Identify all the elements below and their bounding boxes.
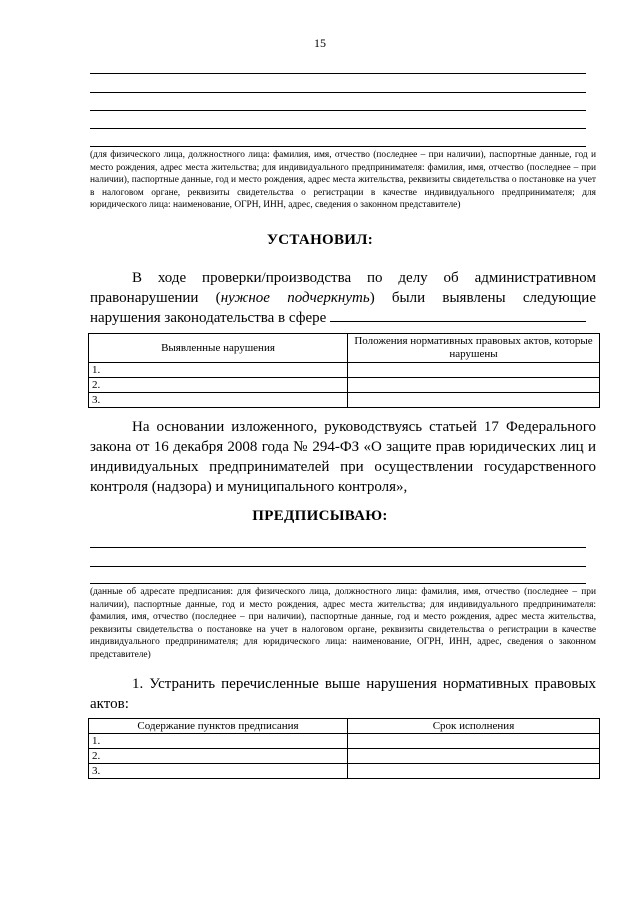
prescription-header-1: Содержание пунктов предписания [89, 719, 348, 734]
item-1-line-1: 1. Устранить перечисленные выше нарушения нормативных правовых [132, 676, 596, 692]
established-emphasis: нужное подчеркнуть [220, 290, 370, 306]
basis-line-1: На основании изложенного, руководствуясь статьей 17 Федерального [132, 419, 596, 435]
prescription-row-num: 2. [89, 749, 348, 764]
violations-row-num: 3. [89, 393, 348, 408]
violations-row-num: 2. [89, 378, 348, 393]
fill-line [90, 566, 586, 567]
addressee-note: (данные об адресате предписания: для физического лица, должностного лица: фамилия, имя, отчество (последнее – при наличии), паспортные данные, год и место рождения, адрес места жительства; для индивидуального предпринимателя: фамилия, имя, отчество (последнее – при наличии), паспортные данные, год и место рождения, адрес места жительства, реквизиты свидетельства о постановке на учет в налоговом органе, реквизиты свидетельства о регистрации в качестве индивидуального предпринимателя; для юридического лица: наименование, ОГРН, ИНН, адрес, сведения о законном представителе) [90, 587, 596, 660]
table-row [89, 749, 600, 764]
table-row [89, 378, 600, 393]
fill-line [90, 146, 586, 147]
established-line-2 [90, 288, 596, 308]
fill-line [90, 110, 586, 111]
table-cell [348, 734, 600, 749]
established-line-1: В ходе проверки/производства по делу об административном [132, 270, 596, 286]
sphere-label: нарушения законодательства в сфере [90, 310, 327, 326]
table-cell [348, 764, 600, 779]
prescription-row-num: 1. [89, 734, 348, 749]
basis-line-3: индивидуальных предпринимателей при осуществлении государственного [90, 459, 596, 475]
established-paragraph [90, 268, 596, 328]
table-cell [348, 378, 600, 393]
violations-header-2: Положения нормативных правовых актов, которые нарушены [348, 334, 600, 363]
violations-header-1: Выявленные нарушения [89, 334, 348, 363]
fill-line [90, 73, 586, 74]
violations-table [88, 333, 600, 408]
fill-line [90, 128, 586, 129]
violations-row-num: 1. [89, 363, 348, 378]
established-line-2b: ) были выявлены следующие [369, 290, 596, 306]
table-cell [348, 393, 600, 408]
heading-prescribe: ПРЕДПИСЫВАЮ: [252, 508, 388, 524]
item-1-paragraph [90, 674, 596, 714]
fill-line [90, 92, 586, 93]
table-row [89, 764, 600, 779]
fill-line [90, 547, 586, 548]
table-row [89, 363, 600, 378]
established-line-3 [90, 308, 596, 328]
sphere-blank [330, 309, 586, 322]
fill-line [90, 583, 586, 584]
basis-line-2: закона от 16 декабря 2008 года № 294-ФЗ «О защите прав юридических лиц и [90, 439, 596, 455]
prescription-row-num: 3. [89, 764, 348, 779]
heading-established: УСТАНОВИЛ: [266, 232, 374, 248]
established-line-2a: правонарушении ( [90, 290, 221, 306]
prescription-header-2: Срок исполнения [348, 719, 600, 734]
prescription-table [88, 718, 600, 779]
table-row [89, 393, 600, 408]
person-note: (для физического лица, должностного лица: фамилия, имя, отчество (последнее – при наличии), паспортные данные, год и место рождения, адрес места жительства; для индивидуального предпринимателя: фамилия, имя, отчество (последнее – при наличии), паспортные данные, год и место рождения, адрес места жительства, реквизиты свидетельства о постановке на учет в налоговом органе, реквизиты свидетельства о регистрации в качестве индивидуального предпринимателя; для юридического лица: наименование, ОГРН, ИНН, адрес, сведения о законном представителе) [90, 150, 596, 211]
table-cell [348, 363, 600, 378]
page-number: 15 [314, 36, 326, 50]
table-row [89, 734, 600, 749]
basis-line-4: контроля (надзора) и муниципального контроля», [90, 479, 408, 495]
basis-paragraph [90, 417, 596, 497]
table-cell [348, 749, 600, 764]
item-1-line-2: актов: [90, 696, 129, 712]
